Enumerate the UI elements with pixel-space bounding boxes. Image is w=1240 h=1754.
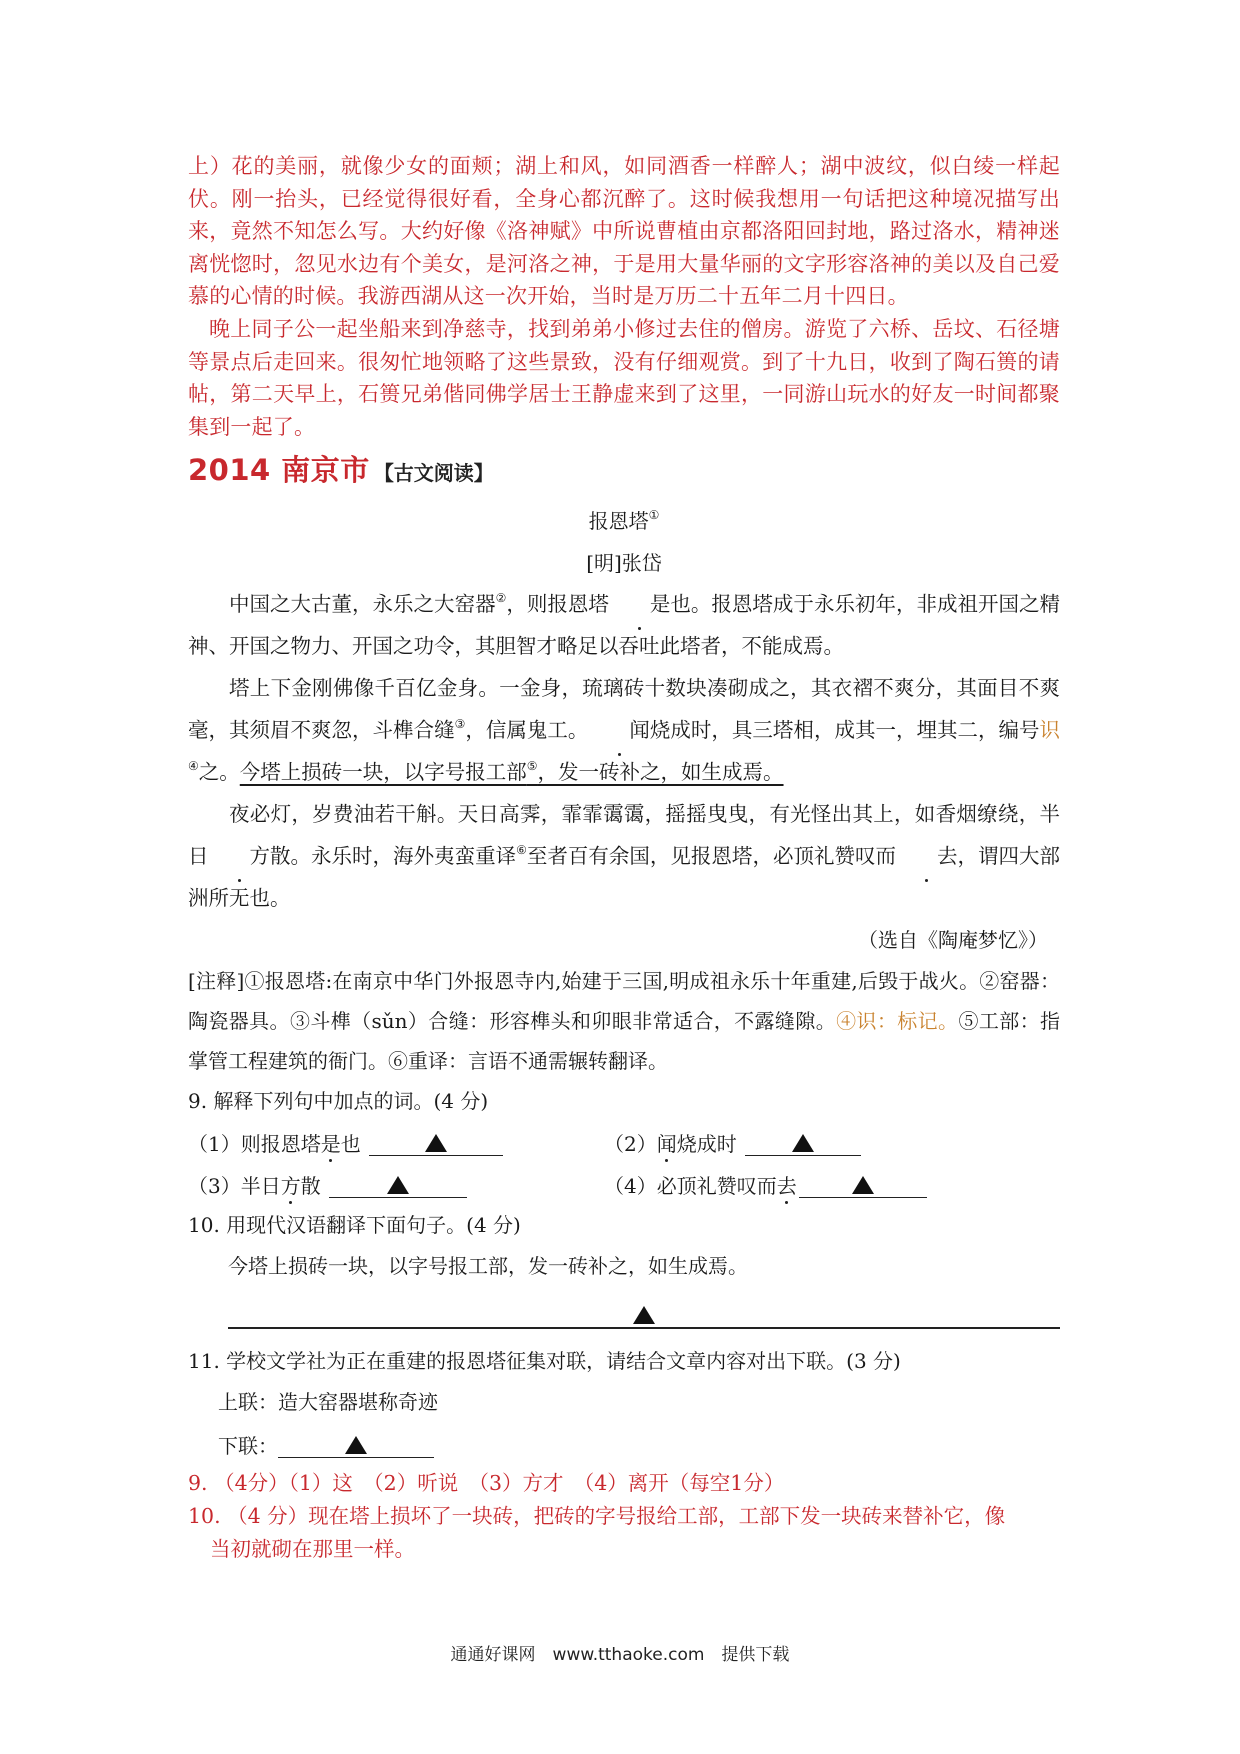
footnote-mark: ①	[648, 508, 660, 523]
article-title-text: 报恩塔	[588, 509, 649, 534]
dotted-word: 去	[777, 1170, 797, 1199]
article-paragraph-1	[188, 583, 1060, 667]
item-text: （4）必顶礼赞叹而	[604, 1173, 777, 1198]
triangle-icon	[345, 1436, 367, 1454]
underlined-sentence	[240, 760, 784, 784]
annotations	[188, 961, 1060, 1081]
text-run: ，则报恩塔	[506, 592, 609, 617]
translation-paragraph-2: 晚上同子公一起坐船来到净慈寺，找到弟弟小修过去住的僧房。游览了六桥、岳坟、石径塘等景点后走回来。很匆忙地领略了这些景致，没有仔细观赏。到了十九日，收到了陶石篑的请帖，第二天早上，石篑兄弟偕同佛学居士王静虚来到了这里，一同游山玩水的好友一时间都聚集到一起了。	[188, 316, 1060, 439]
translation-paragraph-1: 上）花的美丽，就像少女的面颊；湖上和风，如同酒香一样醉人；湖中波纹，似白绫一样起伏。刚一抬头，已经觉得很好看，全身心都沉醉了。这时候我想用一句话把这种境况描写出来，竟然不知怎么写。大约好像《洛神赋》中所说曹植由京都洛阳回封地，路过洛水，精神迷离恍惚时，忽见水边有个美女，是河洛之神，于是用大量华丽的文字形容洛神的美以及自己爱慕的心情的时候。我游西湖从这一次开始，当时是万历二十五年二月十四日。	[188, 154, 1060, 309]
section-tag: 【古文阅读】	[373, 461, 494, 486]
text-run: 今塔上损砖一块，以字号报工部	[239, 760, 527, 785]
question-9: 9. 解释下列句中加点的词。(4 分)	[188, 1089, 489, 1114]
question-9-item-1	[188, 1128, 644, 1157]
question-11: 11. 学校文学社为正在重建的报恩塔征集对联，请结合文章内容对出下联。(3 分)	[188, 1349, 901, 1374]
dotted-word: 方	[281, 1170, 301, 1199]
item-text: 烧成时	[676, 1131, 737, 1156]
answer-10-line-1: 10. （4 分）现在塔上损坏了一块砖，把砖的字号报给工部，工部下发一块砖来替补它，像	[188, 1504, 1006, 1529]
answer-blank[interactable]	[329, 1171, 467, 1198]
question-9-row-2	[188, 1163, 1060, 1205]
notes-text: ⑤工部：指掌管工程建筑的衙门。⑥重译：言语不通需辗转翻译。	[188, 1009, 1061, 1074]
section-heading	[188, 449, 1060, 489]
footnote-mark: ⑤	[526, 759, 538, 774]
item-text: 散	[300, 1173, 321, 1198]
text-run: ，发一砖补之，如生成焉。	[537, 760, 784, 785]
item-text: （3）半日	[188, 1173, 281, 1198]
answer-blank[interactable]	[799, 1171, 927, 1198]
item-text: （1）则报恩塔	[188, 1131, 321, 1156]
text-run: ，谓四大部洲所无也。	[188, 844, 1061, 911]
answer-9: 9. （4分）（1）这 （2）听说 （3）方才 （4）离开（每空1分）	[188, 1471, 785, 1496]
footnote-mark: ②	[495, 591, 507, 606]
dotted-word: 去	[896, 835, 958, 877]
triangle-icon	[425, 1134, 447, 1152]
answer-blank[interactable]	[278, 1431, 434, 1458]
question-10-sentence: 今塔上损砖一块，以字号报工部，发一砖补之，如生成焉。	[228, 1254, 748, 1279]
article-title	[188, 505, 1060, 537]
notes-highlight: ④识：标记。	[836, 1009, 959, 1034]
triangle-icon	[633, 1306, 655, 1324]
text-run: 之。	[198, 760, 240, 785]
answer-blank[interactable]	[745, 1129, 861, 1156]
text-run: 塔上下金刚佛像千百亿金身。一金身，琉璃砖十数块凑砌成之，其衣褶不爽分，其面目不爽毫，其须眉不爽忽，斗榫合缝	[188, 676, 1060, 743]
text-run: 中国之大古董，永乐之大窑器	[229, 592, 496, 617]
question-9-item-4	[604, 1170, 1060, 1199]
article-paragraph-3	[188, 793, 1060, 919]
page-content	[188, 150, 1060, 1566]
answer-10-line-2: 当初就砌在那里一样。	[210, 1537, 415, 1562]
text-run: 烧成时，具三塔相，成其一，埋其二，编号	[649, 718, 1040, 743]
article-paragraph-2	[188, 667, 1060, 793]
text-run: 也。报恩塔成于永乐初年，非成祖开国之精神、开国之物力、开国之功令，其胆智才略足以吞吐此塔者，不能成焉。	[188, 592, 1061, 659]
question-10: 10. 用现代汉语翻译下面句子。(4 分)	[188, 1213, 521, 1238]
dotted-word: 闻	[657, 1128, 677, 1157]
section-title: 2014 南京市	[188, 453, 370, 488]
answer-blank[interactable]	[369, 1129, 503, 1156]
notes-text: [注释]①报恩塔:在南京中华门外报恩寺内,始建于三国,明成祖永乐十年重建,后毁于战火。②窑器：陶瓷器具。③斗榫（sǔn）合缝：形容榫头和卯眼非常适合，不露缝隙。	[188, 969, 1060, 1034]
footnote-mark: ⑥	[516, 843, 527, 858]
dotted-word: 方	[209, 835, 271, 877]
dotted-word: 是	[609, 583, 671, 625]
question-11-upper: 上联：造大窑器堪称奇迹	[218, 1390, 438, 1415]
text-run: ，信属鬼工。	[465, 718, 589, 743]
question-9-item-3	[188, 1170, 644, 1199]
question-11-lower: 下联：	[218, 1433, 278, 1458]
article-source: （选自《陶庵梦忆》）	[858, 928, 1048, 953]
dotted-word: 闻	[588, 709, 650, 751]
footnote-mark: ③	[454, 717, 466, 732]
triangle-icon	[852, 1176, 874, 1194]
article-author: [明]张岱	[586, 551, 662, 576]
text-run: 至者百有余国，见报恩塔，必顶礼赞叹而	[526, 844, 896, 869]
question-11-lower-row	[188, 1423, 1060, 1465]
answer-line[interactable]	[228, 1291, 1060, 1329]
text-run: 散。永乐时，海外夷蛮重译	[270, 844, 517, 869]
text-run: 夜必灯，岁费油若干斛。天日高霁，霏霏霭霭，摇摇曳曳，有光怪出其上，如香烟缭绕，半日	[188, 802, 1060, 869]
question-9-row-1	[188, 1121, 1060, 1163]
triangle-icon	[387, 1176, 409, 1194]
page-footer: 通通好课网 www.tthaoke.com 提供下载	[450, 1645, 790, 1665]
item-text: （2）	[604, 1131, 657, 1156]
item-text: 也	[340, 1131, 361, 1156]
highlighted-word: 识	[1039, 718, 1061, 743]
dotted-word: 是	[321, 1128, 341, 1157]
question-9-item-2	[604, 1128, 1060, 1157]
footnote-mark: ④	[188, 759, 199, 774]
triangle-icon	[792, 1134, 814, 1152]
